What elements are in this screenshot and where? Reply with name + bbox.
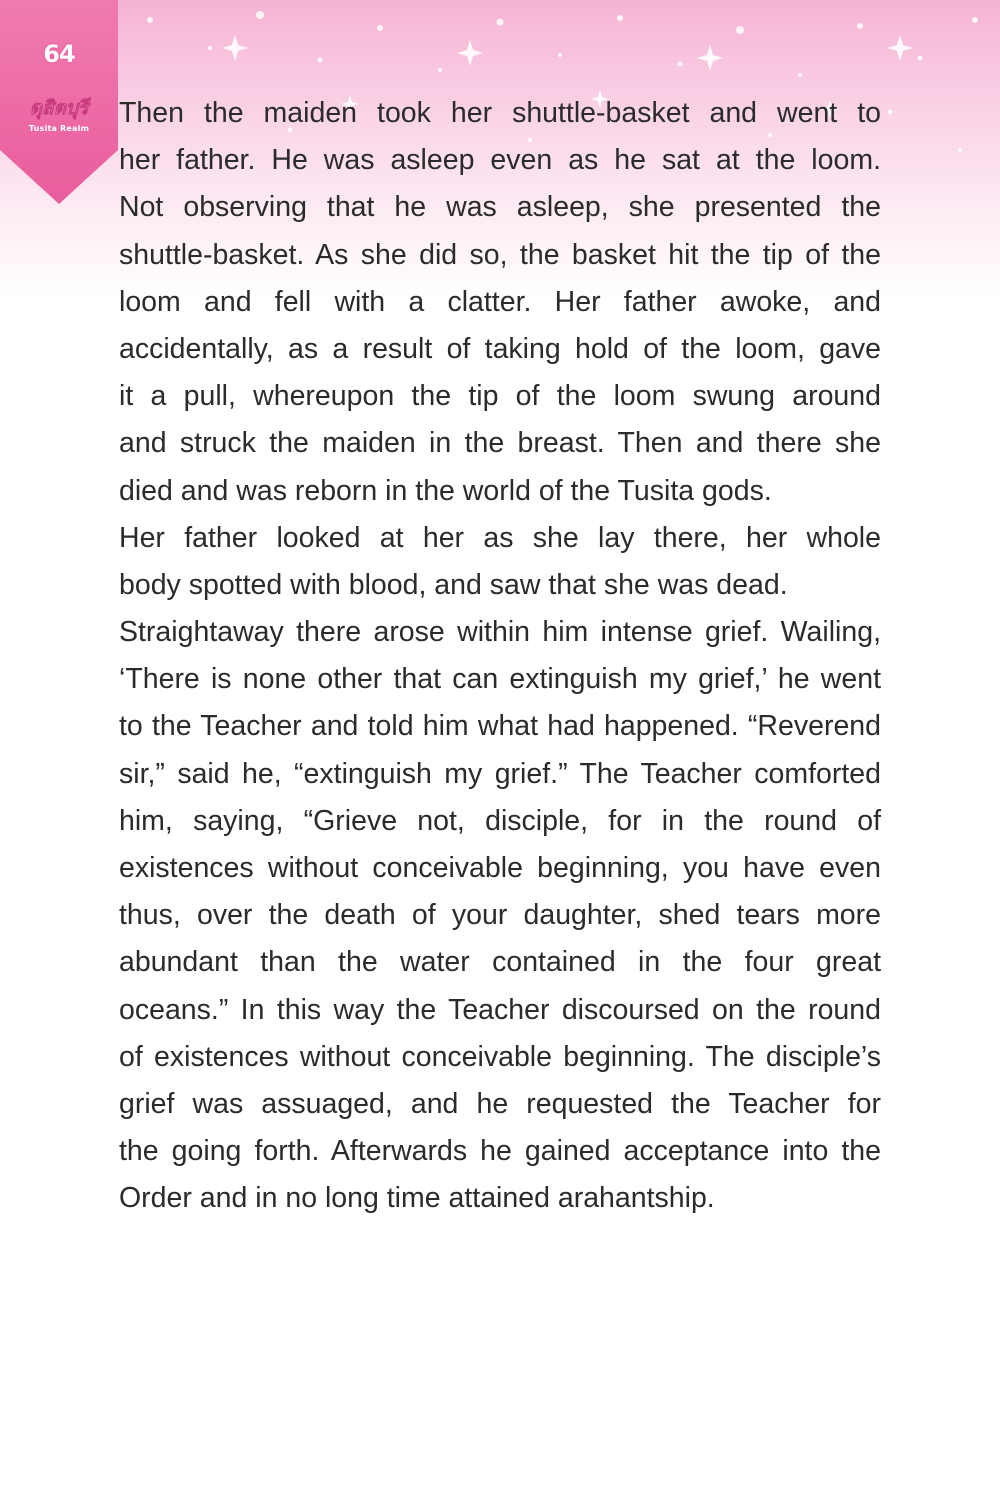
- text-line: loom and fell with a clatter. Her father awoke, and: [119, 285, 881, 318]
- text-line: died and was reborn in the world of the Tusita gods.: [119, 474, 772, 507]
- text-line: existences without conceivable beginning, you have even: [119, 852, 881, 884]
- text-line: Not observing that he was asleep, she presented the: [119, 191, 881, 224]
- text-line: accidentally, as a result of taking hold of the loom, gave: [119, 332, 881, 365]
- text-line: him, saying, “Grieve not, disciple, for in the round of: [119, 804, 881, 837]
- text-line: grief was assuaged, and he requested the Teacher for: [119, 1087, 881, 1120]
- brand-logo: [14, 92, 104, 122]
- text-line: abundant than the water contained in the four great: [119, 946, 881, 979]
- body-text: [119, 90, 881, 1223]
- text-line: her father. He was asleep even as he sat at the loom.: [119, 144, 881, 177]
- text-line: the going forth. Afterwards he gained acceptance into the: [119, 1135, 881, 1168]
- text-line: Her father looked at her as she lay there, her whole: [119, 521, 881, 554]
- text-line: Then the maiden took her shuttle-basket and went to: [119, 97, 881, 129]
- text-line: it a pull, whereupon the tip of the loom swung around: [119, 380, 881, 413]
- text-line: shuttle-basket. As she did so, the basket hit the tip of the: [119, 238, 881, 271]
- text-line: of existences without conceivable beginning. The disciple’s: [119, 1040, 881, 1073]
- brand-subtitle: Tusita Realm: [28, 124, 90, 133]
- text-line: oceans.” In this way the Teacher discoursed on the round: [119, 993, 881, 1026]
- text-line: thus, over the death of your daughter, shed tears more: [119, 899, 881, 932]
- brand-logo-text: ดุสิตบุรี: [29, 97, 89, 119]
- text-line: Straightaway there arose within him intense grief. Wailing,: [119, 616, 881, 649]
- text-line: and struck the maiden in the breast. Then and there she: [119, 427, 881, 460]
- text-line: sir,” said he, “extinguish my grief.” The Teacher comforted: [119, 757, 881, 790]
- text-line: body spotted with blood, and saw that she was dead.: [119, 568, 788, 601]
- page-number: 64: [43, 40, 75, 68]
- text-line: ‘There is none other that can extinguish my grief,’ he went: [119, 663, 881, 696]
- text-line: Order and in no long time attained arahantship.: [119, 1182, 715, 1215]
- text-line: to the Teacher and told him what had happened. “Reverend: [119, 710, 881, 743]
